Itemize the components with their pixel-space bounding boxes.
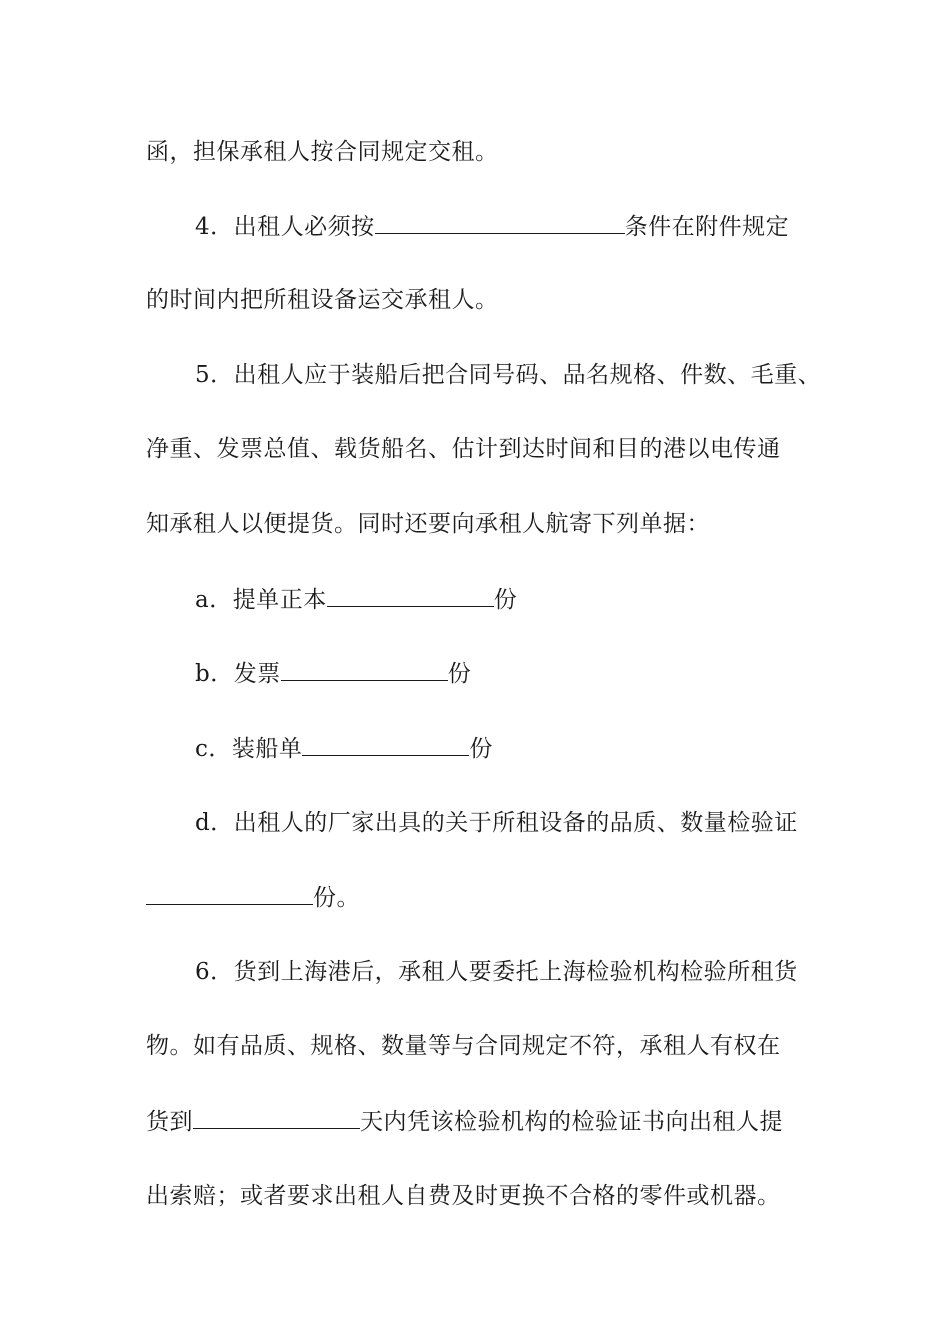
line-text: c．装船单 — [195, 736, 303, 762]
line-text: 4．出租人必须按 — [195, 214, 375, 240]
line-text: 货到 — [146, 1109, 193, 1135]
line-text: b．发票 — [195, 661, 281, 687]
list-item — [195, 584, 517, 615]
fill-in-blank[interactable] — [327, 584, 494, 607]
line-text: 函，担保承租人按合同规定交租。 — [146, 139, 499, 165]
fill-in-blank[interactable] — [146, 882, 313, 905]
paragraph-line — [146, 1031, 781, 1061]
line-text: d．出租人的厂家出具的关于所租设备的品质、数量检验证 — [195, 810, 798, 836]
paragraph-line — [146, 1181, 781, 1211]
paragraph-line — [146, 285, 499, 315]
line-text: a．提单正本 — [195, 587, 327, 613]
line-text: 份 — [447, 661, 472, 687]
line-text: 的时间内把所租设备运交承租人。 — [146, 287, 499, 313]
paragraph-line — [195, 360, 821, 390]
fill-in-blank[interactable] — [302, 733, 469, 756]
paragraph-line — [146, 882, 360, 913]
list-item — [195, 808, 798, 838]
fill-in-blank[interactable] — [193, 1106, 360, 1129]
paragraph-line — [195, 957, 798, 987]
line-text: 物。如有品质、规格、数量等与合同规定不符，承租人有权在 — [146, 1033, 781, 1059]
line-text: 份。 — [313, 885, 360, 911]
line-text: 5．出租人应于装船后把合同号码、品名规格、件数、毛重、 — [195, 362, 822, 388]
line-text: 条件在附件规定 — [624, 214, 790, 240]
paragraph-line — [146, 1106, 783, 1137]
list-item — [195, 733, 493, 764]
fill-in-blank[interactable] — [281, 658, 448, 681]
list-item — [195, 658, 471, 689]
paragraph-line — [146, 434, 781, 464]
paragraph-line — [146, 137, 499, 167]
paragraph-line — [146, 509, 710, 539]
line-text: 6．货到上海港后，承租人要委托上海检验机构检验所租货 — [195, 959, 798, 985]
line-text: 份 — [493, 587, 518, 613]
line-text: 知承租人以便提货。同时还要向承租人航寄下列单据： — [146, 511, 710, 537]
line-text: 净重、发票总值、载货船名、估计到达时间和目的港以电传通 — [146, 436, 781, 462]
line-text: 出索赔；或者要求出租人自费及时更换不合格的零件或机器。 — [146, 1183, 781, 1209]
line-text: 天内凭该检验机构的检验证书向出租人提 — [360, 1109, 783, 1135]
line-text: 份 — [469, 736, 493, 762]
fill-in-blank[interactable] — [375, 211, 625, 234]
paragraph-line — [195, 211, 789, 242]
